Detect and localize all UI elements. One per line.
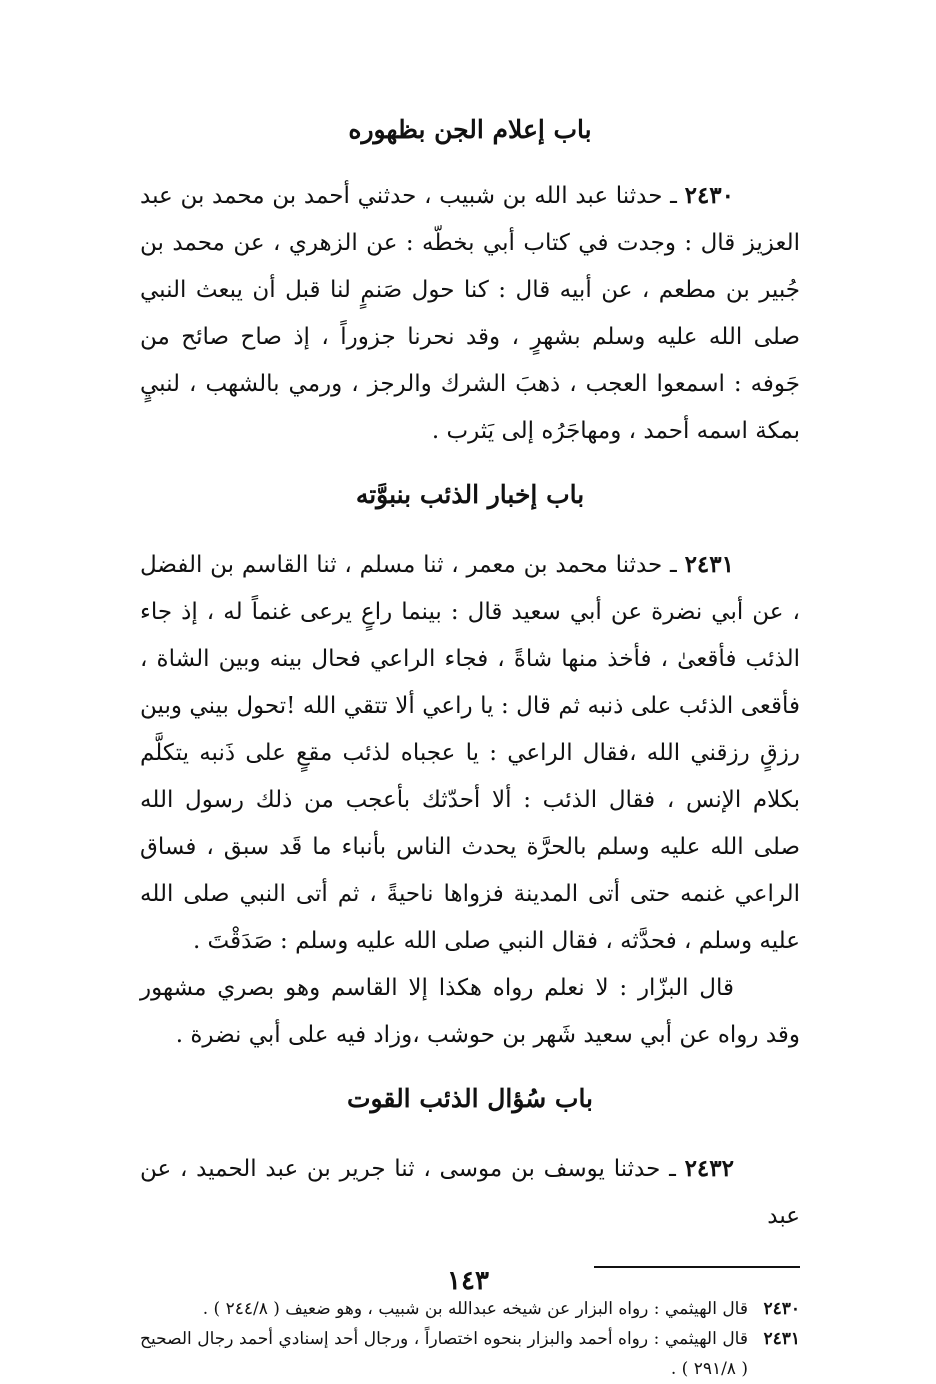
- footnotes: [140, 1294, 800, 1384]
- footnote-number: ٢٤٣١: [763, 1329, 800, 1349]
- footnote-item: [140, 1294, 800, 1324]
- section-heading-jinn: باب إعلام الجن بظهوره: [348, 115, 592, 144]
- page-number: ١٤٣: [447, 1266, 489, 1296]
- footnote-text: قال الهيثمي : رواه أحمد والبزار بنحوه اختصاراً ، ورجال أحد إسنادي أحمد رجال الصحيح ( ٢٩١/٨ ) .: [140, 1329, 748, 1379]
- hadith-2430: [140, 172, 800, 455]
- page-body: [140, 110, 800, 1384]
- hadith-number: ٢٤٣١: [684, 551, 734, 578]
- bazzar-note: قال البزّار : لا نعلم رواه هكذا إلا القاسم وهو بصري مشهور وقد رواه عن أبي سعيد شَهر بن حوشب ،وزاد فيه على أبي نضرة .: [140, 975, 800, 1048]
- section-heading-wolf-prophethood: باب إخبار الذئب بنبوَّته: [355, 480, 585, 509]
- footnote-number: ٢٤٣٠: [763, 1299, 800, 1319]
- hadith-text: ـ حدثنا محمد بن معمر ، ثنا مسلم ، ثنا القاسم بن الفضل ، عن أبي نضرة عن أبي سعيد قال : بينما راعٍ يرعى غنماً له ، إذ جاء الذئب فأقعىٰ ، فأخذ منها شاةً ، فجاء الراعي فحال بينه وبين الشاة ، فأقعى الذئب على ذنبه ثم قال : يا راعي ألا تتقي الله !تحول بيني وبين رزقٍ رزقني الله ،فقال الراعي : يا عجباه لذئب مقعٍ على ذَنبه يتكلَّم بكلام الإنس ، فقال الذئب : ألا أحدّثك بأعجب من ذلك رسول الله صلى الله عليه وسلم بالحرَّة يحدث الناس بأنباء ما قَد سبق ، فساق الراعي غنمه حتى أتى المدينة فزواها ناحيةً ، ثم أتى النبي صلى الله عليه وسلم ، فحدَّثه ، فقال النبي صلى الله عليه وسلم : صَدَقْتَ .: [140, 552, 800, 954]
- footnote-text: قال الهيثمي : رواه البزار عن شيخه عبدالله بن شبيب ، وهو ضعيف ( ٢٤٤/٨ ) .: [202, 1299, 748, 1319]
- section-heading-wolf-sustenance: باب سُؤال الذئب القوت: [346, 1084, 594, 1113]
- hadith-number: ٢٤٣٢: [684, 1155, 734, 1182]
- hadith-text: ـ حدثنا يوسف بن موسى ، ثنا جرير بن عبد الحميد ، عن عبد: [140, 1156, 800, 1229]
- footnote-item: [140, 1324, 800, 1384]
- hadith-text: ـ حدثنا عبد الله بن شبيب ، حدثني أحمد بن محمد بن عبد العزيز قال : وجدت في كتاب أبي بخطّه : عن الزهري ، عن محمد بن جُبير بن مطعم ، عن أبيه قال : كنا حول صَنمٍ لنا قبل أن يبعث النبي صلى الله عليه وسلم بشهرٍ ، وقد نحرنا جزوراً ، إذ صاح صائح من جَوفه : اسمعوا العجب ، ذهبَ الشرك والرجز ، ورمي بالشهب ، لنبيٍ بمكة اسمه أحمد ، ومهاجَرُه إلى يَثرب .: [140, 183, 800, 444]
- hadith-2431: [140, 541, 800, 1059]
- hadith-number: ٢٤٣٠: [684, 182, 735, 209]
- hadith-2432: [140, 1145, 800, 1240]
